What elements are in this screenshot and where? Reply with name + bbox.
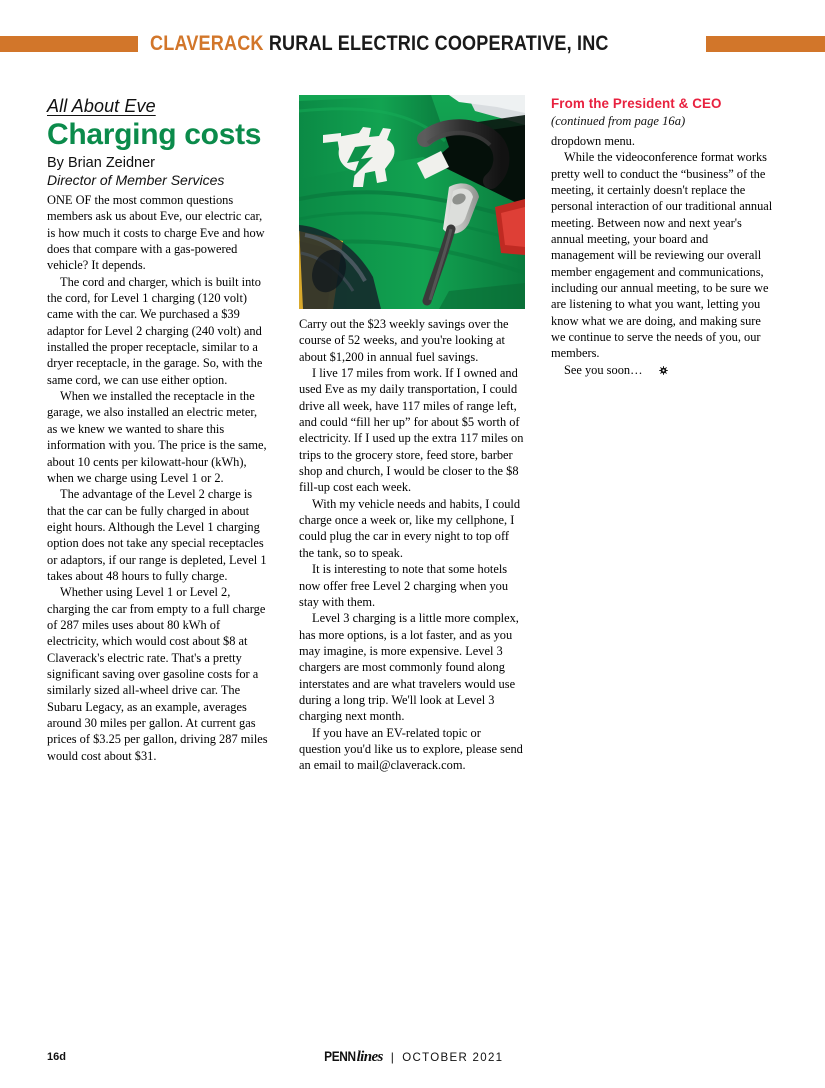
paragraph: Level 3 charging is a little more complex, has more options, is a lot faster, and as you may imagine, is more expensive. Level 3 chargers are most commonly found along interstates and are what travelers would use during a long trip. We'll look at Level 3 charging next month.: [299, 611, 519, 724]
paragraph: ONE OF the most common questions members ask us about Eve, our electric car, is how much it costs to charge Eve and how does that compare with a gas-powered vehicle? It depends.: [47, 193, 265, 273]
page-footer: [0, 1049, 825, 1071]
continued-from-note: (continued from page 16a): [551, 114, 686, 128]
article-kicker: All About Eve: [47, 96, 156, 116]
masthead-title: [138, 32, 616, 56]
pennlines-logo-lines: lines: [356, 1049, 383, 1065]
pennlines-logo-penn: PENN: [323, 1049, 356, 1064]
article-headline: Charging costs: [47, 118, 262, 151]
paragraph: If you have an EV-related topic or question you'd like us to explore, please send an email to mail@claverack.com.: [299, 725, 523, 773]
article-photo: [299, 95, 525, 309]
paragraph: It is interesting to note that some hotels now offer free Level 2 charging when you stay with them.: [299, 562, 509, 609]
article-column-2: [299, 316, 525, 774]
flower-endmark-glyph: [659, 366, 668, 375]
paragraph: When we installed the receptacle in the garage, we also installed an electric meter, as we knew we wanted to share this information with you. The price is the same, about 10 cents per kilowatt-hour (kWh), when we charge using Level 1 or 2.: [47, 389, 267, 485]
masthead-subtitle: RURAL ELECTRIC COOPERATIVE, INC: [268, 32, 609, 55]
masthead: [0, 31, 825, 57]
footer-logo-and-date: [0, 1049, 825, 1066]
signoff-text: See you soon…: [564, 362, 643, 377]
ev-charging-photo-illustration: [299, 95, 525, 309]
paragraph: While the videoconference format works pretty well to conduct the “business” of the meeting, it certainly doesn't replace the personal interaction of our traditional annual meeting. Between now and next year's annual meeting, your board and management will be reviewing our overall member engagement and communications, including our annual meeting, to be sure we are listening to what you want, letting you know what we are doing, and making sure we continue to serve the needs of you, our members.: [551, 150, 773, 361]
article-column-1: [47, 96, 269, 764]
paragraph: dropdown menu.: [551, 134, 635, 148]
paragraph: Whether using Level 1 or Level 2, charging the car from empty to a full charge of 287 miles uses about 80 kWh of electricity, which would cost about $8 at Claverack's electric rate. That's a pretty significant saving over gasoline costs for a similarly sized all-wheel drive car. The Subaru Legacy, as an example, averages around 30 miles per gallon. At current gas prices of $3.25 per gallon, driving 287 miles would cost about $31.: [47, 585, 268, 763]
president-department-head: From the President & CEO: [551, 96, 722, 111]
paragraph: With my vehicle needs and habits, I could charge once a week or, like my cellphone, I could plug the car in every night to top off the tank, so to speak.: [299, 496, 521, 560]
folio-page-number: 16d: [47, 1051, 66, 1063]
paragraph: The cord and charger, which is built into the cord, for Level 1 charging (120 volt) came with the car. We purchased a $39 adaptor for Level 2 charging (240 volt) and installed the proper receptacle, similar to a dryer receptacle, in the garage. So, with the same cord, we can use either option.: [47, 274, 263, 387]
article-byline-title: Director of Member Services: [47, 172, 225, 188]
masthead-rule-right: [706, 36, 825, 52]
paragraph: I live 17 miles from work. If I owned and used Eve as my daily transportation, I could drive all week, have 117 miles of range left, and could “fill her up” for about $5 worth of electricity. If I used up the extra 117 miles on trips to the grocery store, feed store, barber shop and church, I would be closer to the $8 fill-up cost each week.: [299, 366, 524, 495]
paragraph: The advantage of the Level 2 charge is that the car can be fully charged in about eight hours. Although the Level 1 charging option does not take any special receptacles or adaptors, if our range is depleted, Level 1 takes about 48 hours to fully charge.: [47, 487, 267, 583]
president-column: [551, 96, 773, 378]
footer-separator: |: [390, 1050, 396, 1064]
article-byline: By Brian Zeidner: [47, 155, 155, 171]
end-mark-icon: [646, 363, 655, 372]
masthead-brand: CLAVERACK: [150, 32, 264, 55]
masthead-rule-left: [0, 36, 138, 52]
paragraph: Carry out the $23 weekly savings over the course of 52 weeks, and you're looking at about $1,200 in annual fuel savings.: [299, 317, 509, 364]
signoff-paragraph: [551, 362, 773, 378]
footer-issue-date: OCTOBER 2021: [402, 1052, 504, 1064]
